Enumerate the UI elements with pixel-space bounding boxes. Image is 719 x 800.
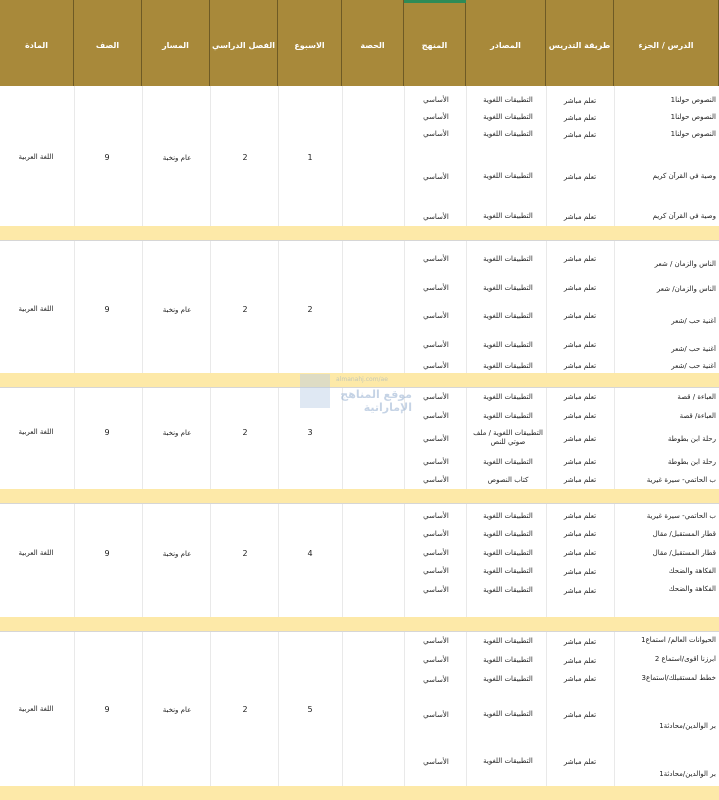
lesson-cell[interactable]: العباءة / قصة	[677, 393, 716, 401]
sources-cell[interactable]: التطبيقات اللغوية	[483, 341, 533, 349]
sources-cell[interactable]: التطبيقات اللغوية / ملف صوتي للنص	[473, 429, 543, 446]
sources-cell[interactable]: التطبيقات اللغوية	[483, 113, 533, 121]
sources-cell[interactable]: التطبيقات اللغوية	[483, 172, 533, 180]
semester-cell[interactable]: 2	[242, 428, 248, 437]
week-separator	[0, 226, 719, 240]
lesson-cell[interactable]: بر الوالدين/محادثة1	[659, 722, 716, 730]
curriculum-cell[interactable]: الأساسي	[423, 676, 449, 684]
semester-cell[interactable]: 2	[242, 549, 248, 558]
semester-cell[interactable]: 2	[242, 705, 248, 714]
sources-cell[interactable]: التطبيقات اللغوية	[483, 637, 533, 645]
week-separator	[0, 617, 719, 631]
subject-cell[interactable]: اللغة العربية	[18, 705, 54, 713]
sources-cell[interactable]: التطبيقات اللغوية	[483, 412, 533, 420]
method-cell[interactable]: تعلم مباشر	[563, 312, 597, 320]
sources-cell[interactable]: التطبيقات اللغوية	[483, 757, 533, 765]
method-cell[interactable]: تعلم مباشر	[563, 711, 597, 719]
lesson-cell[interactable]: ب الحاتمي- سيرة غيرية	[646, 512, 716, 520]
track-cell[interactable]: عام ونخبة	[162, 306, 192, 314]
week-cell[interactable]: 2	[307, 305, 313, 314]
header-method[interactable]: طريقة التدريس	[546, 0, 614, 86]
subject-cell[interactable]: اللغة العربية	[18, 428, 54, 436]
curriculum-cell[interactable]: الأساسي	[423, 586, 449, 594]
track-cell[interactable]: عام ونخبة	[162, 154, 192, 162]
curriculum-cell[interactable]: الأساسي	[423, 458, 449, 466]
curriculum-cell[interactable]: الأساسي	[423, 567, 449, 575]
grid-line	[74, 86, 75, 800]
watermark	[300, 372, 412, 422]
sources-cell[interactable]: كتاب النصوص	[487, 476, 529, 484]
header-lesson[interactable]: الدرس / الجزء	[614, 0, 719, 86]
sources-cell[interactable]: التطبيقات اللغوية	[483, 567, 533, 575]
curriculum-cell[interactable]: الأساسي	[423, 656, 449, 664]
method-cell[interactable]: تعلم مباشر	[563, 587, 597, 595]
method-cell[interactable]: تعلم مباشر	[563, 435, 597, 443]
grid-line	[466, 86, 467, 800]
semester-cell[interactable]: 2	[242, 305, 248, 314]
lesson-cell[interactable]: رحلة ابن بطوطة	[667, 458, 716, 466]
method-cell[interactable]: تعلم مباشر	[563, 530, 597, 538]
curriculum-cell[interactable]: الأساسي	[423, 255, 449, 263]
header-track[interactable]: المسار	[142, 0, 210, 86]
curriculum-cell[interactable]: الأساسي	[423, 412, 449, 420]
method-cell[interactable]: تعلم مباشر	[563, 213, 597, 221]
lesson-cell[interactable]: بر الوالدين/محادثة1	[659, 770, 716, 778]
lesson-cell[interactable]: الفكاهة والضحك	[668, 585, 716, 593]
curriculum-cell[interactable]: الأساسي	[423, 284, 449, 292]
sources-cell[interactable]: التطبيقات اللغوية	[483, 530, 533, 538]
curriculum-cell[interactable]: الأساسي	[423, 173, 449, 181]
semester-cell[interactable]: 2	[242, 153, 248, 162]
curriculum-cell[interactable]: الأساسي	[423, 758, 449, 766]
curriculum-cell[interactable]: الأساسي	[423, 96, 449, 104]
grid-line	[342, 86, 343, 800]
grid-line	[404, 86, 405, 800]
curriculum-cell[interactable]: الأساسي	[423, 711, 449, 719]
week-separator	[0, 786, 719, 800]
method-cell[interactable]: تعلم مباشر	[563, 512, 597, 520]
subject-cell[interactable]: اللغة العربية	[18, 153, 54, 161]
method-cell[interactable]: تعلم مباشر	[563, 412, 597, 420]
curriculum-cell[interactable]: الأساسي	[423, 113, 449, 121]
method-cell[interactable]: تعلم مباشر	[563, 97, 597, 105]
sources-cell[interactable]: التطبيقات اللغوية	[483, 393, 533, 401]
curriculum-cell[interactable]: الأساسي	[423, 393, 449, 401]
lesson-cell[interactable]: النصوص حولنا1	[670, 130, 716, 138]
sources-cell[interactable]: التطبيقات اللغوية	[483, 212, 533, 220]
sources-cell[interactable]: التطبيقات اللغوية	[483, 284, 533, 292]
curriculum-cell[interactable]: الأساسي	[423, 130, 449, 138]
grid-line	[0, 503, 719, 504]
grade-cell[interactable]: 9	[104, 428, 110, 437]
subject-cell[interactable]: اللغة العربية	[18, 549, 54, 557]
grid-line	[210, 86, 211, 800]
sources-cell[interactable]: التطبيقات اللغوية	[483, 512, 533, 520]
method-cell[interactable]: تعلم مباشر	[563, 675, 597, 683]
curriculum-cell[interactable]: الأساسي	[423, 312, 449, 320]
method-cell[interactable]: تعلم مباشر	[563, 549, 597, 557]
sources-cell[interactable]: التطبيقات اللغوية	[483, 255, 533, 263]
lesson-cell[interactable]: قطار المستقبل/ مقال	[652, 549, 716, 557]
track-cell[interactable]: عام ونخبة	[162, 706, 192, 714]
grid-line	[142, 86, 143, 800]
curriculum-cell[interactable]: الأساسي	[423, 435, 449, 443]
grid-line	[278, 86, 279, 800]
sources-cell[interactable]: التطبيقات اللغوية	[483, 549, 533, 557]
lesson-cell[interactable]: رحلة ابن بطوطة	[667, 435, 716, 443]
grade-cell[interactable]: 9	[104, 305, 110, 314]
week-cell[interactable]: 3	[307, 428, 313, 437]
header-week[interactable]: الاسبوع	[278, 0, 342, 86]
lesson-cell[interactable]: قطار المستقبل/ مقال	[652, 530, 716, 538]
header-grade[interactable]: الصف	[74, 0, 142, 86]
grade-cell[interactable]: 9	[104, 153, 110, 162]
sources-cell[interactable]: التطبيقات اللغوية	[483, 675, 533, 683]
curriculum-cell[interactable]: الأساسي	[423, 213, 449, 221]
watermark-logo	[300, 374, 330, 408]
curriculum-cell[interactable]: الأساسي	[423, 512, 449, 520]
lesson-cell[interactable]: النصوص حولنا1	[670, 96, 716, 104]
lesson-cell[interactable]: الحيوانات العالم/ استماع1	[641, 636, 716, 644]
subject-cell[interactable]: اللغة العربية	[18, 305, 54, 313]
method-cell[interactable]: تعلم مباشر	[563, 131, 597, 139]
method-cell[interactable]: تعلم مباشر	[563, 393, 597, 401]
grid-line	[614, 86, 615, 800]
curriculum-cell[interactable]: الأساسي	[423, 476, 449, 484]
header-semester[interactable]: الفصل الدراسي	[210, 0, 278, 86]
lesson-cell[interactable]: أغنية حب /شعر	[671, 362, 716, 370]
method-cell[interactable]: تعلم مباشر	[563, 173, 597, 181]
lesson-cell[interactable]: الناس والزمان / شعر	[654, 260, 716, 268]
curriculum-cell[interactable]: الأساسي	[423, 530, 449, 538]
lesson-cell[interactable]: العباءة/ قصة	[679, 412, 716, 420]
method-cell[interactable]: تعلم مباشر	[563, 568, 597, 576]
lesson-cell[interactable]: أغنية حب /شعر	[671, 317, 716, 325]
curriculum-cell[interactable]: الأساسي	[423, 637, 449, 645]
week-cell[interactable]: 4	[307, 549, 313, 558]
header-sources[interactable]: المصادر	[466, 0, 546, 86]
method-cell[interactable]: تعلم مباشر	[563, 362, 597, 370]
watermark-text: موقع المناهج الإماراتية	[340, 388, 412, 414]
curriculum-cell[interactable]: الأساسي	[423, 362, 449, 370]
method-cell[interactable]: تعلم مباشر	[563, 638, 597, 646]
lesson-cell[interactable]: وصية في القرآن كريم	[652, 172, 716, 180]
method-cell[interactable]: تعلم مباشر	[563, 758, 597, 766]
active-column-indicator	[404, 0, 466, 3]
week-separator	[0, 489, 719, 503]
grade-cell[interactable]: 9	[104, 705, 110, 714]
lesson-cell[interactable]: أغنية حب /شعر	[671, 345, 716, 353]
method-cell[interactable]: تعلم مباشر	[563, 255, 597, 263]
method-cell[interactable]: تعلم مباشر	[563, 657, 597, 665]
grid-line	[0, 240, 719, 241]
grade-cell[interactable]: 9	[104, 549, 110, 558]
sources-cell[interactable]: التطبيقات اللغوية	[483, 312, 533, 320]
sources-cell[interactable]: التطبيقات اللغوية	[483, 586, 533, 594]
lesson-cell[interactable]: الناس والزمان/ شعر	[656, 285, 716, 293]
lesson-cell[interactable]: ب الحاتمي- سيرة غيرية	[646, 476, 716, 484]
header-subject[interactable]: المادة	[0, 0, 74, 86]
method-cell[interactable]: تعلم مباشر	[563, 458, 597, 466]
method-cell[interactable]: تعلم مباشر	[563, 476, 597, 484]
header-curriculum[interactable]: المنهج	[404, 0, 466, 86]
curriculum-cell[interactable]: الأساسي	[423, 341, 449, 349]
sources-cell[interactable]: التطبيقات اللغوية	[483, 362, 533, 370]
lesson-cell[interactable]: وصية في القرآن كريم	[652, 212, 716, 220]
method-cell[interactable]: تعلم مباشر	[563, 114, 597, 122]
lesson-cell[interactable]: الفكاهة والضحك	[668, 567, 716, 575]
week-cell[interactable]: 1	[307, 153, 313, 162]
sources-cell[interactable]: التطبيقات اللغوية	[483, 130, 533, 138]
sources-cell[interactable]: التطبيقات اللغوية	[483, 656, 533, 664]
header-period[interactable]: الحصة	[342, 0, 404, 86]
sources-cell[interactable]: التطبيقات اللغوية	[483, 710, 533, 718]
table-header	[0, 0, 719, 86]
method-cell[interactable]: تعلم مباشر	[563, 284, 597, 292]
curriculum-cell[interactable]: الأساسي	[423, 549, 449, 557]
sources-cell[interactable]: التطبيقات اللغوية	[483, 458, 533, 466]
watermark-url: almanahj.com/ae	[336, 376, 388, 383]
lesson-cell[interactable]: خطط لمستقبلك/استماع3	[641, 674, 716, 682]
grid-line	[0, 631, 719, 632]
track-cell[interactable]: عام ونخبة	[162, 429, 192, 437]
track-cell[interactable]: عام ونخبة	[162, 550, 192, 558]
method-cell[interactable]: تعلم مباشر	[563, 341, 597, 349]
week-cell[interactable]: 5	[307, 705, 313, 714]
lesson-cell[interactable]: ابرزنا أقوى/استماع 2	[654, 655, 716, 663]
sources-cell[interactable]: التطبيقات اللغوية	[483, 96, 533, 104]
lesson-cell[interactable]: النصوص حولنا1	[670, 113, 716, 121]
